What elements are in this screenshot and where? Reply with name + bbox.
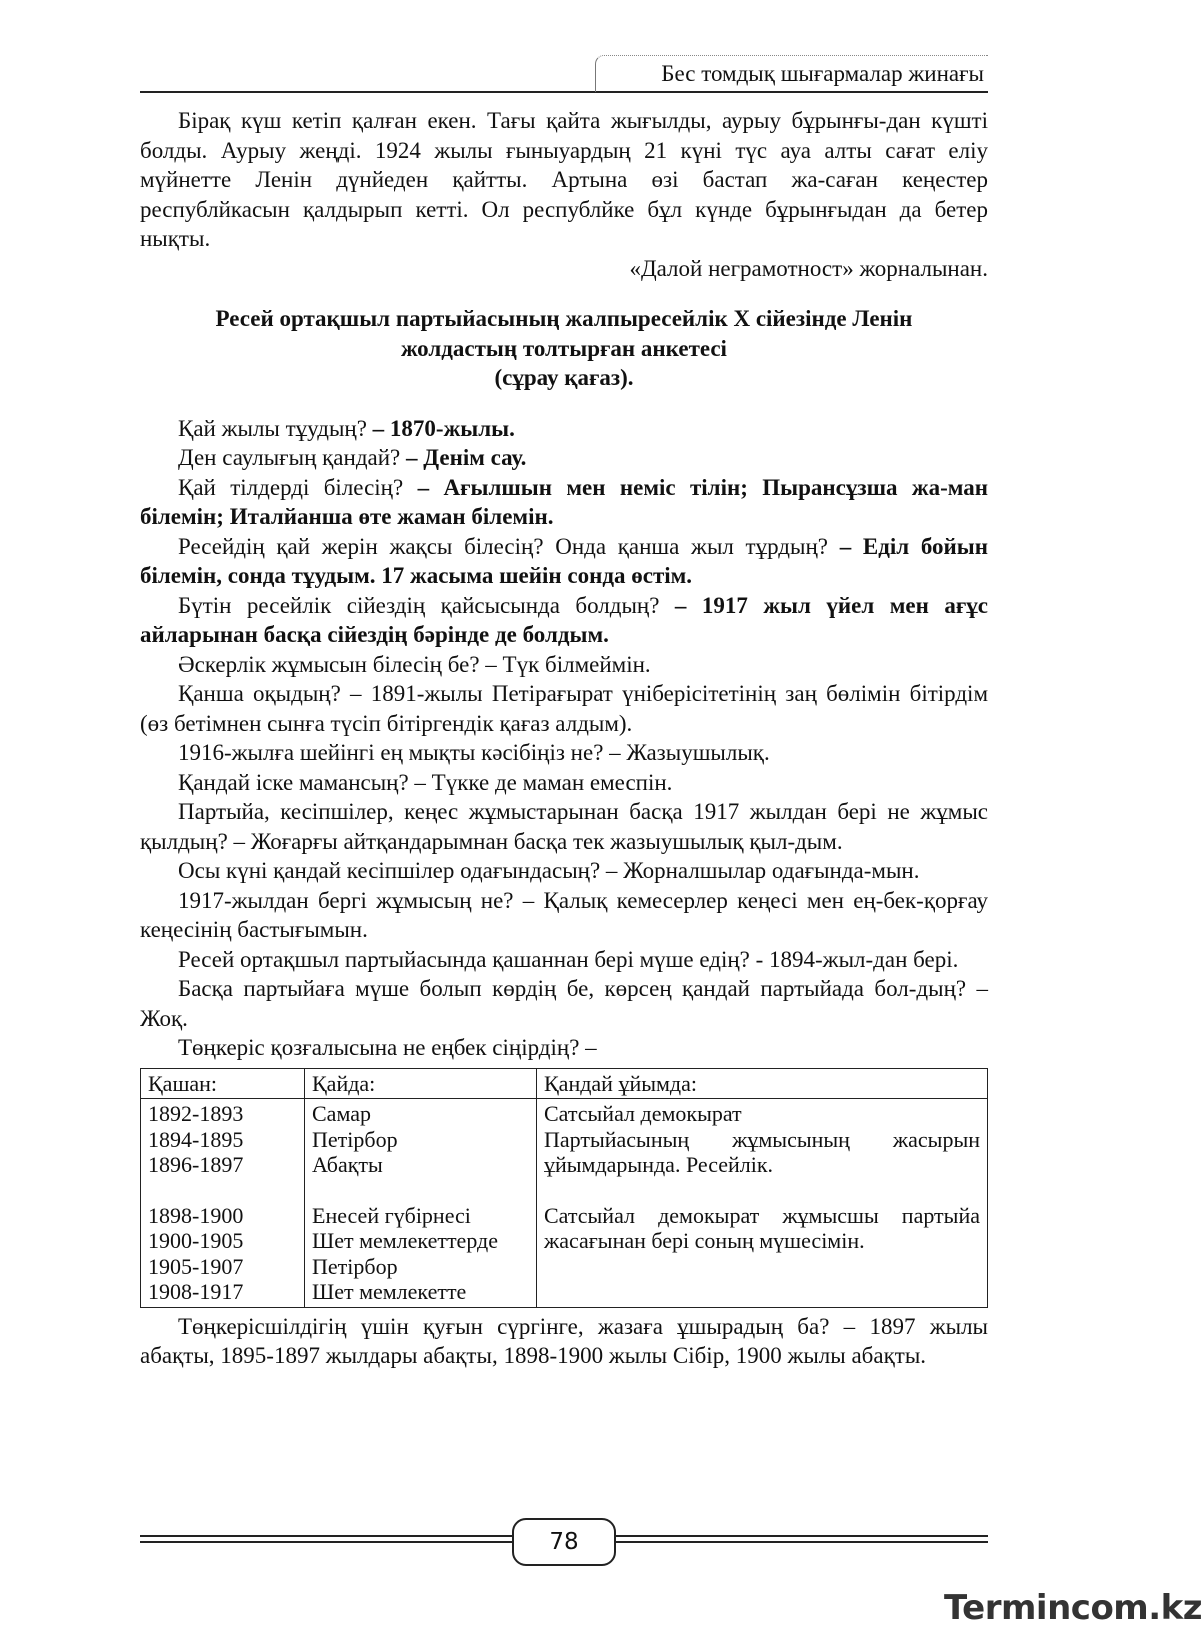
years-cell [141,1099,305,1308]
question: Ден саулығың қандай? [178,445,407,470]
qa-item [140,532,988,591]
qa-plain: 1916-жылға шейінгі ең мықты кәсібіңіз не? – Жазыушылық. [178,740,770,765]
place: Енесей гүбірнесі [312,1202,471,1228]
year-range: 1908-1917 [148,1279,244,1304]
answer: – Денім сау. [406,445,527,470]
place: Шет мемлекеттерде [312,1228,498,1253]
footer-rule-right-top [616,1535,988,1537]
qa-plain: Ресей ортақшыл партыйасында қашаннан бері мүше едің? - 1894-жыл-дан бері. [178,946,959,972]
book-title: Бес томдық шығармалар жинағы [661,61,984,86]
footer-rule-left-top [140,1535,512,1537]
watermark-logo [944,1588,1202,1630]
question: Ресейдің қай жерін жақсы білесің? Онда қанша жыл тұрдың? [178,533,840,559]
answer: – Еділ бойын білемін, сонда тұудым. 17 жасыма шейін сонда өстім. [140,533,988,588]
question: Қай жылы тұудың? [178,415,373,441]
organization: Партыйасының жұмысының жасырын ұйымдарында. Ресейлік. [544,1126,980,1177]
qa-plain: Партыйа, кесіпшілер, кеңес жұмыстарынан басқа 1917 жылдан бері не жұмыс қылдың? – Жоғарғы айтқандарымнан басқа тек жазыушылық қыл-дым. [140,799,988,854]
qa-item [140,591,988,650]
column-header: Қандай ұйымда: [537,1068,988,1099]
year-range: 1896-1897 [148,1152,244,1177]
table-row [141,1099,988,1308]
place: Самар [312,1101,371,1126]
page-number: 78 [512,1518,616,1566]
qa-plain: Төңкеріс қозғалысына не еңбек сіңірдің? – [178,1035,597,1060]
column-header: Қайда: [305,1068,537,1099]
question: Бүтін ресейлік сійездің қайсысында болдың? [178,592,675,618]
year-range: 1898-1900 [148,1202,244,1228]
answer: – 1917 жыл үйел мен ағұс айларынан басқа сійездің бәрінде де болдым. [140,592,988,647]
intro-paragraph: Бірақ күш кетіп қалған екен. Тағы қайта жығылды, аурыу бұрынғы-дан күшті болды. Аурыу жеңді. 1924 жылы ғыныуардың 21 күні түс ауа алты сағат еліу мүйнетте Ленін дүнйеден қайтты. Артына өзі бастап жа-саған кеңестер республйкасын қалдырып кетті. Ол республйке бұл күнде бұрынғыдан да бетер нықты. [140,108,988,251]
title-line-3: (сұрау қағаз). [494,365,634,390]
section-title [140,304,988,393]
organization: Сатсыйал демокырат жұмысшы партыйа жасағынан бері соның мүшесімін. [544,1202,980,1253]
footer-rule-right-bottom [616,1541,988,1543]
place: Шет мемлекетте [312,1279,467,1304]
place: Абақты [312,1152,383,1177]
page-footer [140,1518,988,1570]
final-paragraph: Төңкерісшілдігің үшін қуғын сүргінге, жазаға ұшырадың ба? – 1897 жылы абақты, 1895-1897 жылдары абақты, 1898-1900 жылы Сібір, 1900 жылы абақты. [140,1313,988,1368]
title-line-2: жолдастың толтырған анкетесі [401,335,727,361]
places-cell [305,1099,537,1308]
organization-cell [537,1099,988,1308]
qa-plain: Осы күні қандай кесіпшілер одағындасың? – Жорналшылар одағында-мын. [178,858,920,883]
footer-rule-left-bottom [140,1541,512,1543]
year-range: 1905-1907 [148,1253,244,1279]
year-range: 1900-1905 [148,1228,244,1253]
watermark-text: Termincom.kz [944,1588,1202,1628]
title-line-1: Ресей ортақшыл партыйасының жалпыресейлік Х сійезінде Ленін [215,306,913,331]
source-line: «Далой неграмотност» жорналынан. [629,255,988,281]
qa-plain: 1917-жылдан бергі жұмысың не? – Қалық кемесерлер кеңесі мен ең-бек-қорғау кеңесінің бастығымын. [140,887,988,942]
qa-plain: Қандай іске мамансың? – Түкке де маман емеспін. [178,769,673,795]
place: Петірбор [312,1126,398,1152]
running-header [140,55,988,93]
place: Петірбор [312,1253,398,1279]
revolution-table [140,1068,988,1308]
table-header-row [141,1068,988,1099]
answer: – Ағылшын мен неміс тілін; Пырансұзша жа-ман білемін; Италйанша өте жаман білемін. [140,474,988,529]
year-range: 1894-1895 [148,1126,244,1152]
qa-plain: Әскерлік жұмысын білесің бе? – Түк білмеймін. [178,651,651,677]
answer: – 1870-жылы. [372,415,515,441]
question: Қай тілдерді білесің? [178,474,418,500]
page-content [140,106,988,1371]
qa-plain: Басқа партыйаға мүше болып көрдің бе, көрсең қандай партыйада бол-дың? – Жоқ. [140,976,988,1031]
year-range: 1892-1893 [148,1101,244,1126]
organization: Сатсыйал демокырат [544,1101,742,1126]
qa-item [140,443,988,473]
qa-item [140,473,988,532]
column-header: Қашан: [141,1068,305,1099]
qa-plain: Қанша оқыдың? – 1891-жылы Петірағырат үніберісітетінің заң бөлімін бітірдім (өз бетімнен сынға түсіп бітіргендік қағаз алдым). [140,681,988,736]
qa-item [140,414,988,444]
